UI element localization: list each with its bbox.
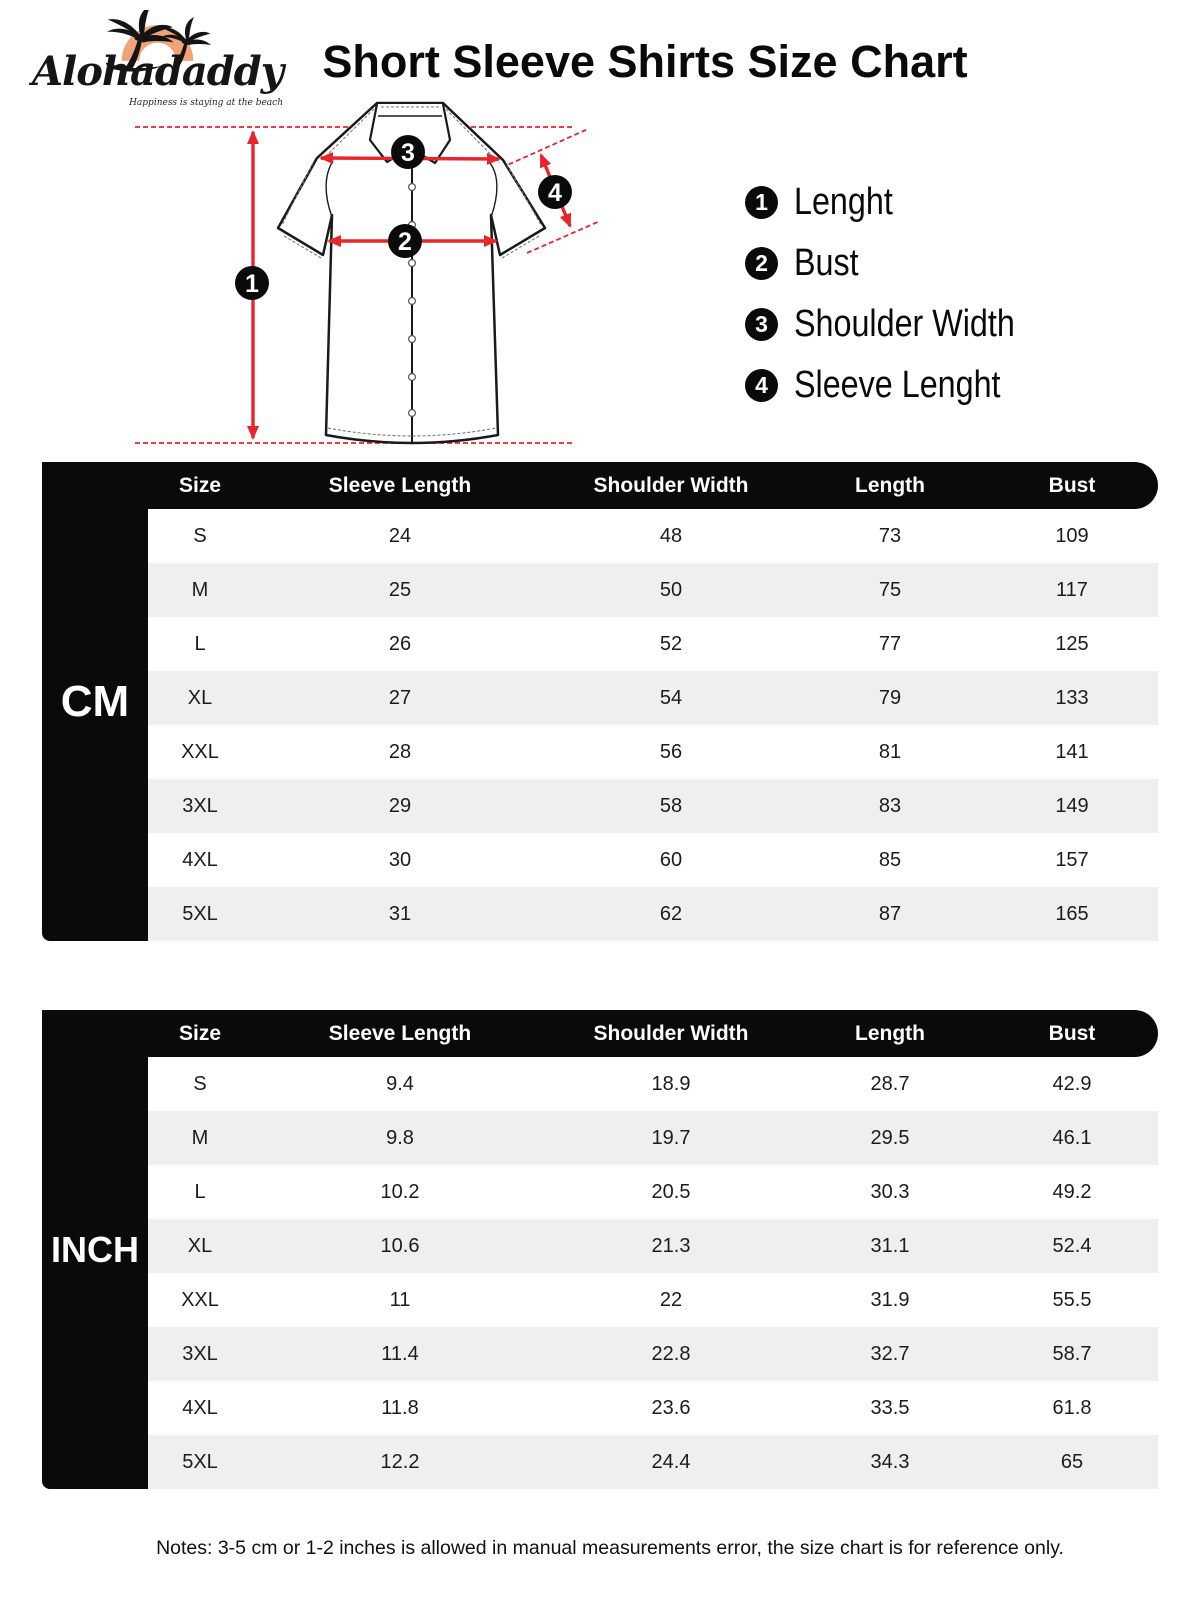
table-row: [148, 1435, 1158, 1489]
legend-item-shoulder-width: [745, 302, 1054, 345]
table-row: [148, 887, 1158, 941]
cell: 9.4: [386, 1072, 414, 1095]
cell: 21.3: [651, 1234, 691, 1257]
table-row: [148, 1381, 1158, 1435]
cell: 58.7: [1052, 1342, 1092, 1365]
size-table-inch: [42, 1010, 1158, 1489]
cell: 28.7: [870, 1072, 910, 1095]
cell: L: [194, 1180, 206, 1203]
cell: XXL: [181, 740, 219, 763]
col-header-bust: Bust: [1048, 473, 1096, 497]
cell: 77: [878, 632, 902, 655]
cell: 62: [659, 902, 683, 925]
cell: 25: [388, 578, 412, 601]
cell: 22: [659, 1288, 683, 1311]
legend-label: Bust: [794, 241, 859, 284]
cell: 5XL: [182, 1450, 218, 1473]
col-header-size: Size: [178, 1021, 222, 1045]
cell: L: [194, 632, 206, 655]
cell: 4XL: [182, 1396, 218, 1419]
cell: 48: [659, 524, 683, 547]
cell: 3XL: [182, 794, 218, 817]
cell: 28: [388, 740, 412, 763]
cell: 5XL: [182, 902, 218, 925]
cell: 11.4: [381, 1342, 419, 1365]
cell: 61.8: [1052, 1396, 1092, 1419]
cell: M: [191, 1126, 209, 1149]
cell: 87: [878, 902, 902, 925]
unit-label: CM: [60, 676, 130, 726]
table-row: [148, 1273, 1158, 1327]
cell: 19.7: [651, 1126, 691, 1149]
cell: 33.5: [870, 1396, 910, 1419]
cell: 60: [659, 848, 683, 871]
col-header-bust: Bust: [1048, 1021, 1096, 1045]
cell: 10.2: [380, 1180, 420, 1203]
table-row: [148, 779, 1158, 833]
cell: 133: [1055, 686, 1089, 709]
legend-num-2: 2: [745, 247, 778, 280]
marker-2: 2: [398, 228, 412, 256]
col-header-shoulder-width: Shoulder Width: [593, 473, 749, 497]
cell: M: [191, 578, 209, 601]
cell: 24: [388, 524, 412, 547]
cell: 141: [1055, 740, 1089, 763]
cell: 27: [388, 686, 412, 709]
legend-label: Lenght: [794, 180, 893, 223]
cell: 58: [659, 794, 683, 817]
cell: 11.8: [381, 1396, 419, 1419]
cell: 73: [878, 524, 902, 547]
table-header: [42, 462, 1158, 509]
col-header-sleeve-length: Sleeve Length: [328, 1021, 472, 1045]
table-row: [148, 1057, 1158, 1111]
table-row: [148, 1111, 1158, 1165]
table-row: [148, 1219, 1158, 1273]
table-row: [148, 563, 1158, 617]
table-row: [148, 617, 1158, 671]
cell: 157: [1055, 848, 1089, 871]
cell: 9.8: [386, 1126, 414, 1149]
table-header: [42, 1010, 1158, 1057]
marker-1: 1: [245, 270, 259, 298]
cell: 11: [389, 1288, 411, 1311]
cell: 81: [878, 740, 902, 763]
cell: 24.4: [651, 1450, 691, 1473]
cell: 34.3: [870, 1450, 910, 1473]
shirt-diagram: [120, 95, 600, 455]
cell: 149: [1055, 794, 1089, 817]
measurement-legend: [745, 180, 1054, 429]
cell: 26: [388, 632, 412, 655]
legend-num-1: 1: [745, 186, 778, 219]
cell: 10.6: [380, 1234, 420, 1257]
cell: 3XL: [182, 1342, 218, 1365]
cell: 22.8: [651, 1342, 691, 1365]
brand-name: Alohadaddy: [32, 48, 283, 95]
unit-column-inch: [42, 1010, 148, 1489]
table-row: [148, 833, 1158, 887]
table-body: [148, 509, 1158, 941]
table-body: [148, 1057, 1158, 1489]
cell: 49.2: [1052, 1180, 1092, 1203]
table-row: [148, 1327, 1158, 1381]
notes-text: Notes: 3-5 cm or 1-2 inches is allowed in manual measurements error, the size chart is for reference only.: [156, 1537, 1064, 1559]
cell: 55.5: [1052, 1288, 1092, 1311]
col-header-length: Length: [855, 1021, 925, 1045]
cell: 46.1: [1052, 1126, 1092, 1149]
cell: 29.5: [870, 1126, 910, 1149]
cell: 125: [1055, 632, 1089, 655]
col-header-length: Length: [855, 473, 925, 497]
col-header-sleeve-length: Sleeve Length: [328, 473, 472, 497]
col-header-shoulder-width: Shoulder Width: [593, 1021, 749, 1045]
table-row: [148, 671, 1158, 725]
legend-item-bust: [745, 241, 1054, 284]
cell: S: [193, 524, 207, 547]
cell: XXL: [181, 1288, 219, 1311]
cell: 109: [1055, 524, 1089, 547]
cell: 18.9: [651, 1072, 691, 1095]
cell: 4XL: [182, 848, 218, 871]
cell: 23.6: [651, 1396, 691, 1419]
cell: 31.9: [870, 1288, 910, 1311]
table-row: [148, 725, 1158, 779]
cell: 79: [878, 686, 902, 709]
cell: 50: [659, 578, 683, 601]
cell: 12.2: [380, 1450, 420, 1473]
legend-num-3: 3: [745, 308, 778, 341]
cell: 54: [659, 686, 683, 709]
unit-label: INCH: [51, 1228, 139, 1270]
legend-num-4: 4: [745, 369, 778, 402]
cell: 30.3: [870, 1180, 910, 1203]
page-title: Short Sleeve Shirts Size Chart: [322, 36, 968, 87]
cell: XL: [187, 686, 213, 709]
cell: 52: [659, 632, 683, 655]
cell: 20.5: [651, 1180, 691, 1203]
marker-3: 3: [401, 139, 415, 167]
cell: 30: [388, 848, 412, 871]
cell: 83: [878, 794, 902, 817]
table-row: [148, 509, 1158, 563]
brand-tagline: Happiness is staying at the beach: [129, 98, 283, 108]
size-table-cm: [42, 462, 1158, 941]
cell: 31: [388, 902, 412, 925]
cell: 32.7: [870, 1342, 910, 1365]
cell: 117: [1056, 578, 1088, 601]
cell: 42.9: [1052, 1072, 1092, 1095]
col-header-size: Size: [178, 473, 222, 497]
unit-column-cm: [42, 462, 148, 941]
table-row: [148, 1165, 1158, 1219]
cell: 165: [1055, 902, 1089, 925]
legend-label: Shoulder Width: [794, 302, 1015, 345]
cell: 29: [388, 794, 412, 817]
cell: 65: [1060, 1450, 1084, 1473]
legend-item-sleeve-length: [745, 363, 1054, 406]
cell: 85: [878, 848, 902, 871]
cell: 75: [878, 578, 902, 601]
cell: XL: [187, 1234, 213, 1257]
cell: 31.1: [870, 1234, 910, 1257]
cell: S: [193, 1072, 207, 1095]
cell: 56: [659, 740, 683, 763]
marker-4: 4: [548, 179, 562, 207]
cell: 52.4: [1052, 1234, 1092, 1257]
legend-item-length: [745, 180, 1054, 223]
legend-label: Sleeve Lenght: [794, 363, 1001, 406]
